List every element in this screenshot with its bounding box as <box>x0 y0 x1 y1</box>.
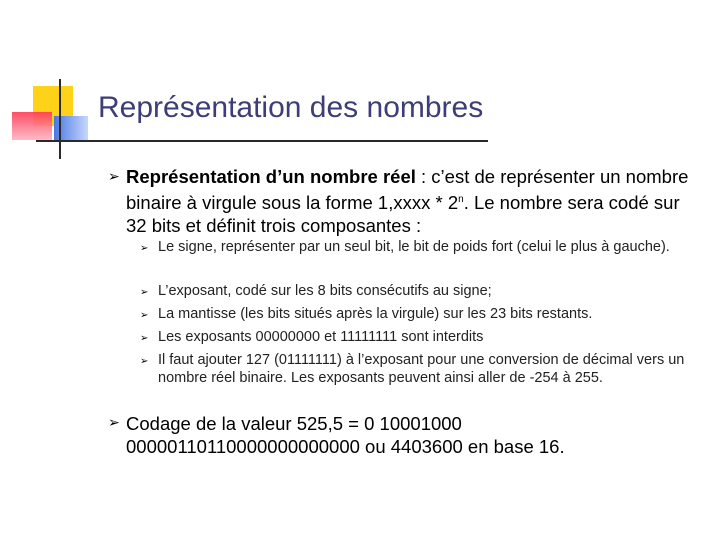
bullet-text: : c’est de représenter un nombre binaire à virgule sous la forme 1,xxxx * 2 <box>126 166 689 214</box>
decor-horizontal-line <box>36 140 488 142</box>
bullet-real-number <box>126 165 696 237</box>
decor-red-square <box>12 112 52 140</box>
sub-bullet-forbidden: Les exposants 00000000 et 11111111 sont interdits <box>158 329 484 345</box>
sub-bullet-exponent: L’exposant, codé sur les 8 bits consécutifs au signe; <box>158 283 492 299</box>
arrow-bullet-icon: ➢ <box>108 168 120 184</box>
arrow-bullet-icon: ➢ <box>108 414 120 430</box>
arrow-bullet-icon: ➢ <box>140 356 149 367</box>
arrow-bullet-icon: ➢ <box>140 333 149 344</box>
slide-title: Représentation des nombres <box>98 91 484 124</box>
decor-vertical-line <box>59 79 61 159</box>
sub-bullet-mantissa: La mantisse (les bits situés après la virgule) sur les 23 bits restants. <box>158 306 593 322</box>
arrow-bullet-icon: ➢ <box>140 287 149 298</box>
sub-bullet-sign: Le signe, représenter par un seul bit, le bit de poids fort (celui le plus à gauche). <box>158 239 670 255</box>
sub-bullet-bias: Il faut ajouter 127 (01111111) à l’exposant pour une conversion de décimal vers un nombre réel binaire. Les exposants peuvent ainsi aller de -254 à 255. <box>158 352 685 386</box>
bullet-exponent: n <box>458 194 464 205</box>
bullet-encoding-example: Codage de la valeur 525,5 = 0 10001000 00000110110000000000000 ou 4403600 en base 16. <box>126 413 565 457</box>
bullet-bold-term: Représentation d’un nombre réel <box>126 166 416 187</box>
bullet-text-after: . Le nombre sera codé sur 32 bits et définit trois composantes : <box>126 192 680 237</box>
arrow-bullet-icon: ➢ <box>140 310 149 321</box>
arrow-bullet-icon: ➢ <box>140 243 149 254</box>
